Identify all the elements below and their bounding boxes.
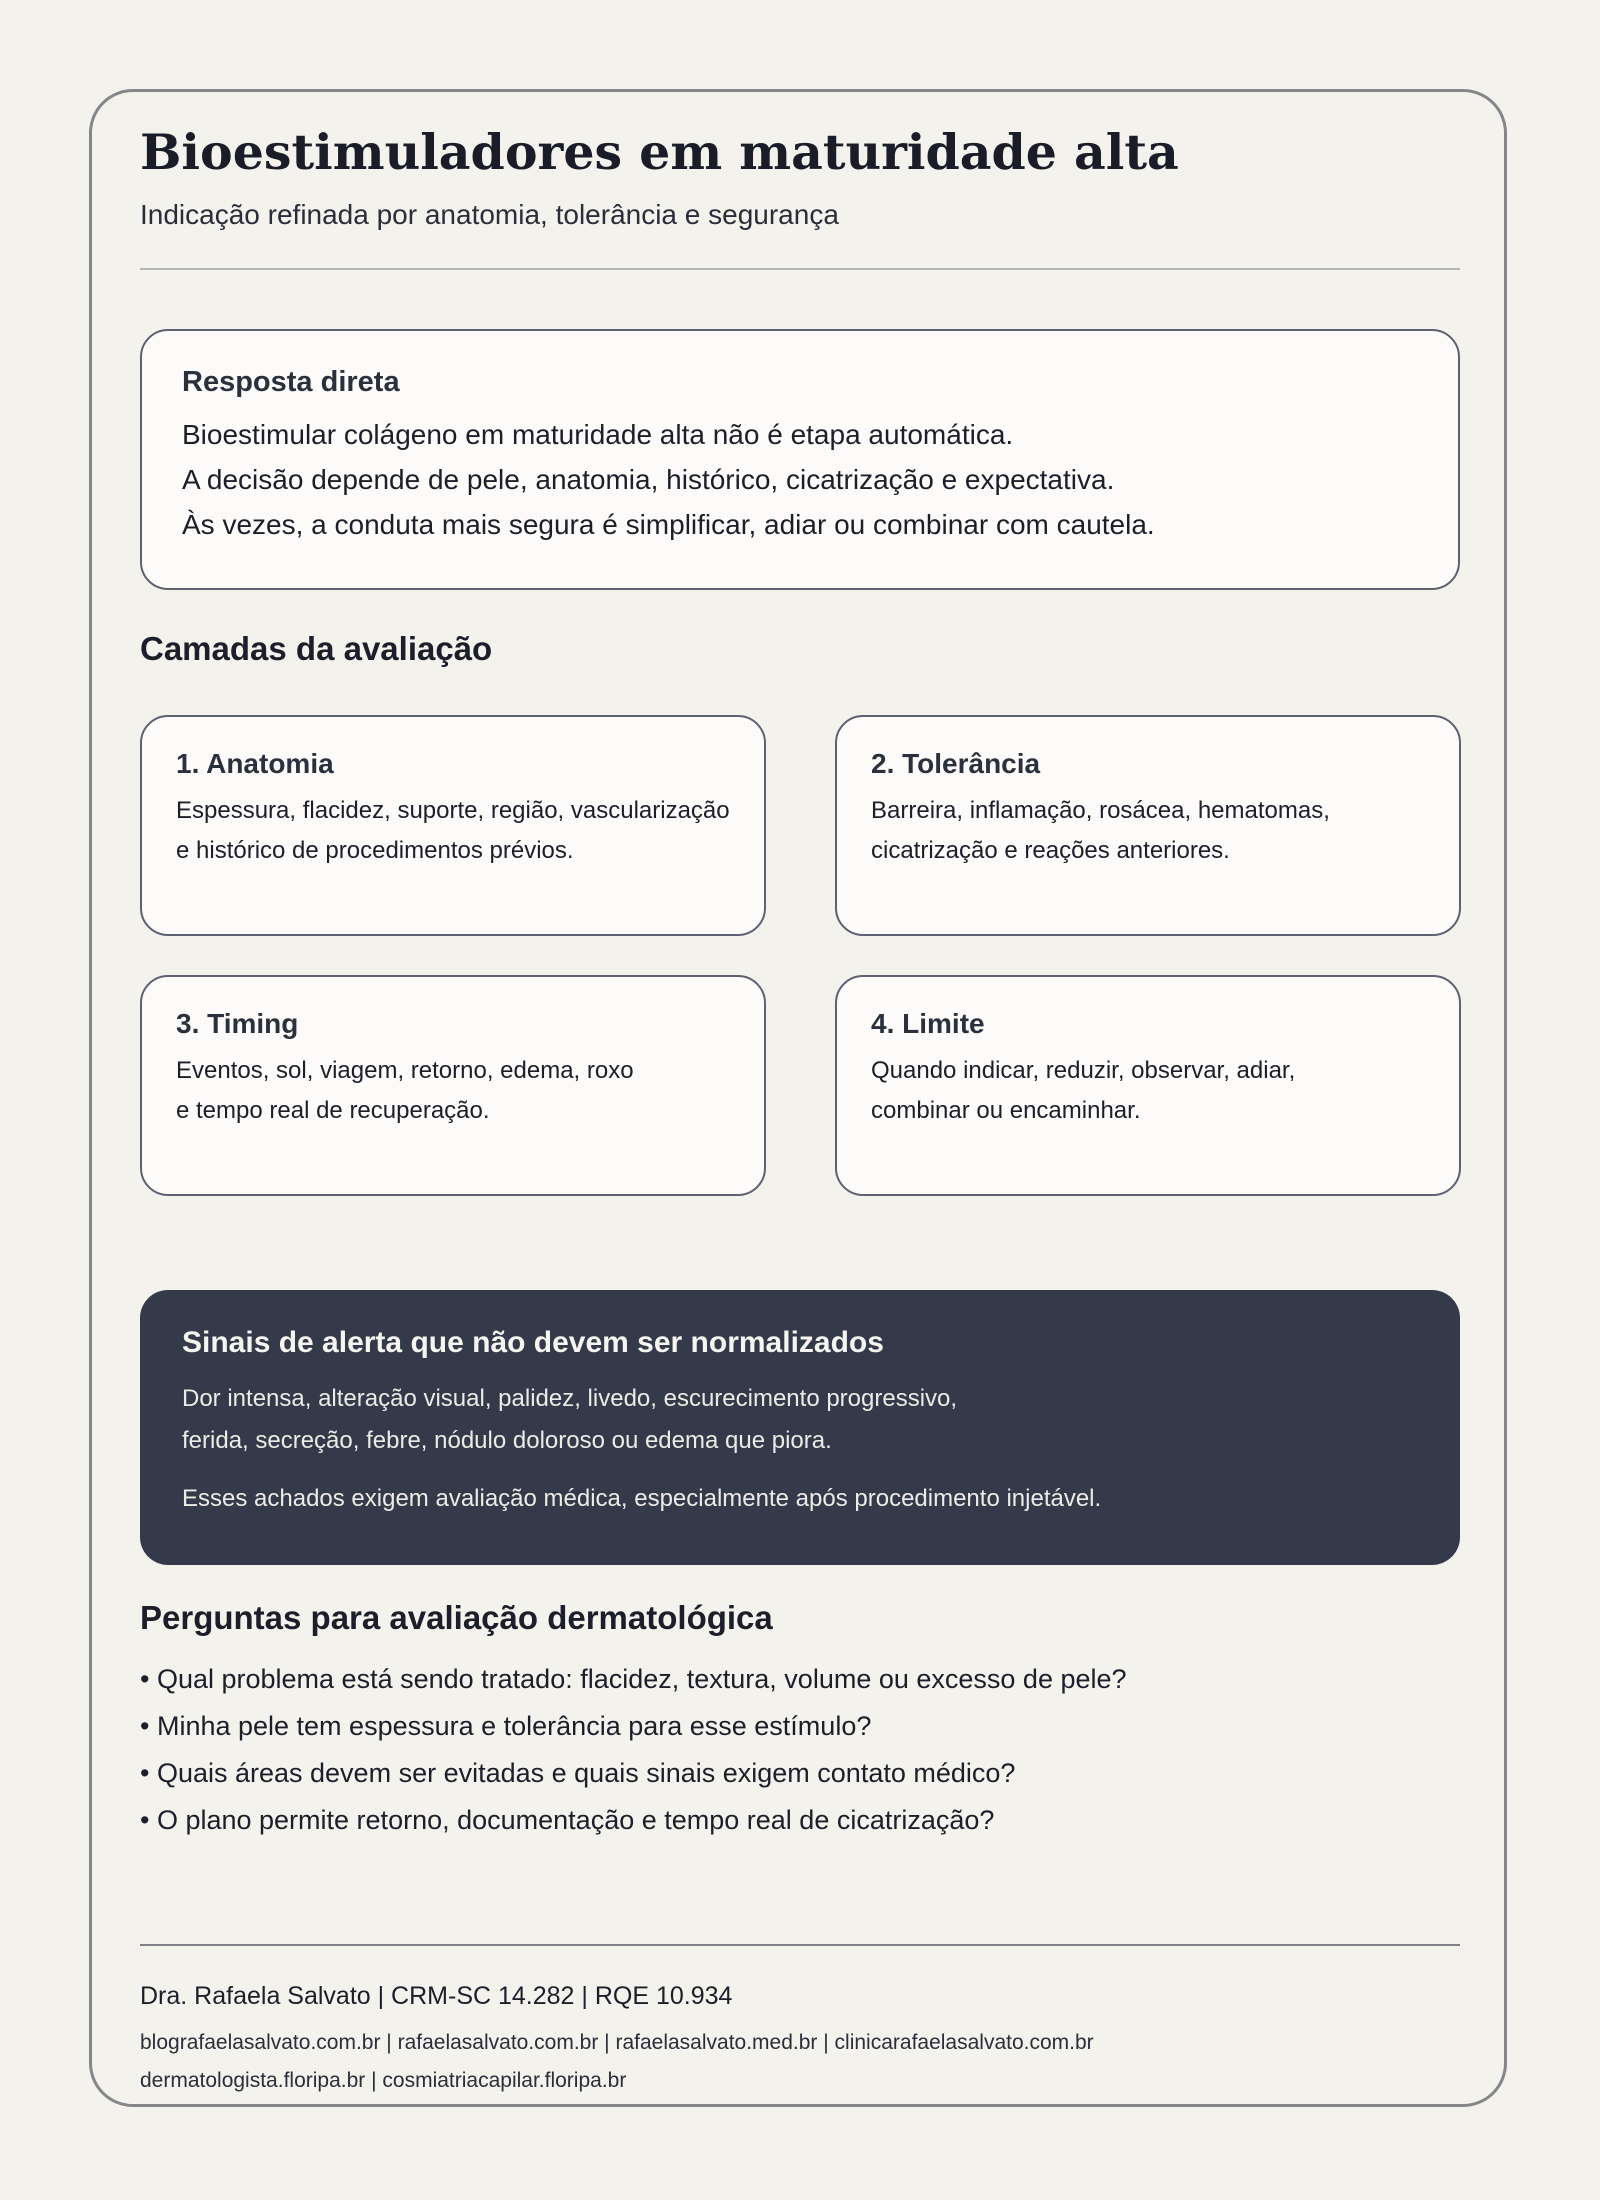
layer-card-text: Eventos, sol, viagem, retorno, edema, roxo [176,1057,634,1084]
alert-text: Esses achados exigem avaliação médica, especialmente após procedimento injetável. [182,1485,1102,1512]
alert-text: ferida, secreção, febre, nódulo doloroso ou edema que piora. [182,1427,832,1454]
question-item: • Quais áreas devem ser evitadas e quais sinais exigem contato médico? [140,1758,1016,1788]
header-divider [140,268,1460,270]
layers-section-title: Camadas da avaliação [140,630,493,667]
question-item: • Minha pele tem espessura e tolerância para esse estímulo? [140,1711,872,1741]
alert-text: Dor intensa, alteração visual, palidez, livedo, escurecimento progressivo, [182,1385,958,1412]
direct-answer-line: Às vezes, a conduta mais segura é simplificar, adiar ou combinar com cautela. [182,509,1155,540]
questions-section-title: Perguntas para avaliação dermatológica [140,1599,773,1636]
footer-websites[interactable]: blografaelasalvato.com.br | rafaelasalvato.com.br | rafaelasalvato.med.br | clinicarafaelasalvato.com.br [140,2031,1094,2054]
layer-card-title: 4. Limite [871,1008,985,1039]
question-item: • Qual problema está sendo tratado: flacidez, textura, volume ou excesso de pele? [140,1664,1127,1694]
page-subtitle: Indicação refinada por anatomia, tolerância e segurança [140,199,839,230]
layer-card-text: combinar ou encaminhar. [871,1097,1141,1124]
layer-card-text: Barreira, inflamação, rosácea, hematomas, [871,797,1330,824]
layer-card-title: 2. Tolerância [871,748,1041,779]
question-item: • O plano permite retorno, documentação e tempo real de cicatrização? [140,1805,995,1835]
alert-title: Sinais de alerta que não devem ser normalizados [182,1326,884,1359]
layer-card-title: 1. Anatomia [176,748,334,779]
layer-card-text: Quando indicar, reduzir, observar, adiar, [871,1057,1296,1084]
footer-websites[interactable]: dermatologista.floripa.br | cosmiatriacapilar.floripa.br [140,2069,627,2092]
direct-answer-line: Bioestimular colágeno em maturidade alta não é etapa automática. [182,419,1014,450]
layer-card-text: Espessura, flacidez, suporte, região, vascularização [176,797,730,824]
layer-card-text: e histórico de procedimentos prévios. [176,837,574,864]
direct-answer-line: A decisão depende de pele, anatomia, histórico, cicatrização e expectativa. [182,464,1115,495]
footer-divider [140,1944,1460,1946]
page-title: Bioestimuladores em maturidade alta [140,123,1179,181]
layer-card-text: cicatrização e reações anteriores. [871,837,1230,864]
layer-card-text: e tempo real de recuperação. [176,1097,490,1124]
footer-doctor-credentials: Dra. Rafaela Salvato | CRM-SC 14.282 | RQE 10.934 [140,1982,733,2010]
direct-answer-title: Resposta direta [182,366,400,398]
layer-card-title: 3. Timing [176,1008,299,1039]
